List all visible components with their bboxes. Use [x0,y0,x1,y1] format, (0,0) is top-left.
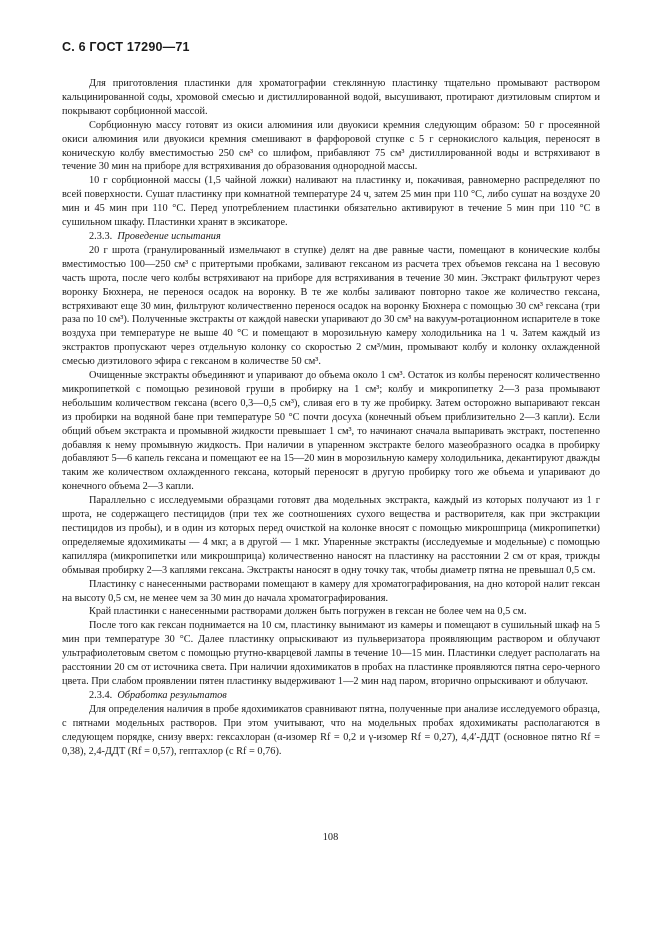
paragraph: 20 г шрота (гранулированный измельчают в ступке) делят на две равные части, помещают в конические колбы вместимостью 100—250 см³ с притертыми пробками, заливают гексаном из расчета трех объемов гексана на 1 весовую часть шрота, после чего колбы встряхивают на приборе для встряхивания в течение 30 мин. Экстракт фильтруют через воронку Бюхнера, не перенося осадок на воронку. В те же колбы заливают повторно такое же количество гексана, встряхивают еще 30 мин, фильтруют количественно перенося осадок на воронку Бюхнера с помощью 30 см³ гексана (три раза по 10 см³). Полученные экстракты от каждой навески упаривают до 30 см³ на вакуум-ротационном испарителе в токе воздуха при температуре не выше 40 °С и помещают в морозильную камеру холодильника на 1 ч. Затем каждый из экстрактов пропускают через отдельную колонку со скоростью 2 см³/мин, промывают колбу и колонку охлажденной смесью диэтилового эфира с гексаном в количестве 50 см³. [62,244,600,368]
section-number: 2.3.4. [89,689,113,701]
paragraph: Пластинку с нанесенными растворами помещают в камеру для хроматографирования, на дно которой налит гексан на высоту 0,5 см, не менее чем за 30 мин до начала хроматографирования. [62,578,600,604]
page-header: С. 6 ГОСТ 17290—71 [62,40,190,54]
body-text [62,77,600,758]
section-heading-2-3-4 [62,689,600,703]
section-number: 2.3.3. [89,230,113,242]
section-title: Проведение испытания [117,230,221,242]
section-title: Обработка результатов [117,689,227,701]
paragraph: После того как гексан поднимается на 10 см, пластинку вынимают из камеры и помещают в сушильный шкаф на 5 мин при температуре 30 °С. Далее пластинку опрыскивают из пульверизатора проявляющим раствором и облучают ультрафиолетовым светом с помощью ртутно-кварцевой лампы в течение 10—15 мин. Пластинки следует располагать на расстоянии 20 см от источника света. При наличии ядохимикатов в пробах на пластинке проявляются пятна серо-черного цвета. При слабом проявлении пятен пластинку выдерживают 1—2 мин над паром, вторично опрыскивают и облучают. [62,620,600,687]
paragraph: Край пластинки с нанесенными растворами должен быть погружен в гексан не более чем на 0,5 см. [89,606,527,618]
page-number: 108 [322,832,339,843]
paragraph: 10 г сорбционной массы (1,5 чайной ложки) наливают на пластинку и, покачивая, равномерно распределяют по всей поверхности. Сушат пластинку при комнатной температуре 24 ч, затем 25 мин при 110 °С, либо сушат на воздухе 20 мин и 45 мин при 110 °С. Перед употреблением пластинки обязательно активируют в течение 5 мин при 110 °С в сушильном шкафу. Пластинки хранят в эксикаторе. [62,175,600,229]
paragraph: Для приготовления пластинки для хроматографии стеклянную пластинку тщательно промывают раствором кальцинированной соды, хромовой смесью и дистиллированной водой, высушивают, протирают диэтиловым спиртом и покрывают сорбционной массой. [62,78,600,117]
paragraph: Параллельно с исследуемыми образцами готовят два модельных экстракта, каждый из которых получают из 1 г шрота, не содержащего пестицидов (при тех же соотношениях сухого вещества и растворителя, как при экстракции пестицидов из пробы), и в один из которых перед очисткой на колонке вносят с помощью микрошприца (микропипетки) определяемые ядохимикаты — 4 мкг, а в другой — 1 мкг. Упаренные экстракты (исследуемые и модельные) с помощью капилляра (микропипетки или микрошприца) количественно наносят на пластинку на расстоянии 2 см от края, трижды обмывая пробирку 2—3 каплями гексана. Экстракты наносят в одну точку так, чтобы диаметр пятна не превышал 0,5 см. [62,495,600,576]
section-heading-2-3-3 [62,230,600,244]
paragraph: Сорбционную массу готовят из окиси алюминия или двуокиси кремния следующим образом: 50 г просеянной окиси алюминия или двуокиси кремния смешивают в фарфоровой ступке с 5 г сернокислого кальция, переносят в коническую колбу вместимостью 250 см³ со шлифом, прибавляют 75 см³ дистиллированной воды и встряхивают в течение 30 мин на приборе для встряхивания до образования однородной массы. [62,119,600,173]
paragraph: Для определения наличия в пробе ядохимикатов сравнивают пятна, полученные при анализе исследуемого образца, с пятнами модельных растворов. При этом учитывают, что на модельных пробах ядохимикаты располагаются в следующем порядке, снизу вверх: гексахлоран (α-изомер Rf = 0,2 и γ-изомер Rf = 0,27), 4,4′-ДДТ (основное пятно Rf = 0,38), 2,4-ДДТ (Rf = 0,57), гептахлор (с Rf = 0,76). [62,703,600,757]
paragraph: Очищенные экстракты объединяют и упаривают до объема около 1 см³. Остаток из колбы переносят количественно микропипеткой с помощью резиновой груши в пробирку на 1 см³; колбу и микропипетку 2—3 раза промывают небольшим количеством гексана (всего 0,3—0,5 см³), сливая его в ту же пробирку. Затем осторожно выпаривают гексан из пробирки на водяной бане при температуре 50 °С почти досуха (конечный объем приблизительно 2—3 капли). Если общий объем экстракта и промывной жидкости превышает 1 см³, то начинают сначала выпаривать экстракт, постепенно добавляя к нему промывную жидкость. При наличии в упаренном экстракте белого мазеобразного осадка в пробирку добавляют 5—6 капель гексана и помещают ее на 15—20 мин в морозильную камеру холодильника, декантируют дважды таким же количеством охлажденного гексана, который переносят в другую пробирку того же объема и упаривают до конечного объема 2—3 капли. [62,370,600,493]
